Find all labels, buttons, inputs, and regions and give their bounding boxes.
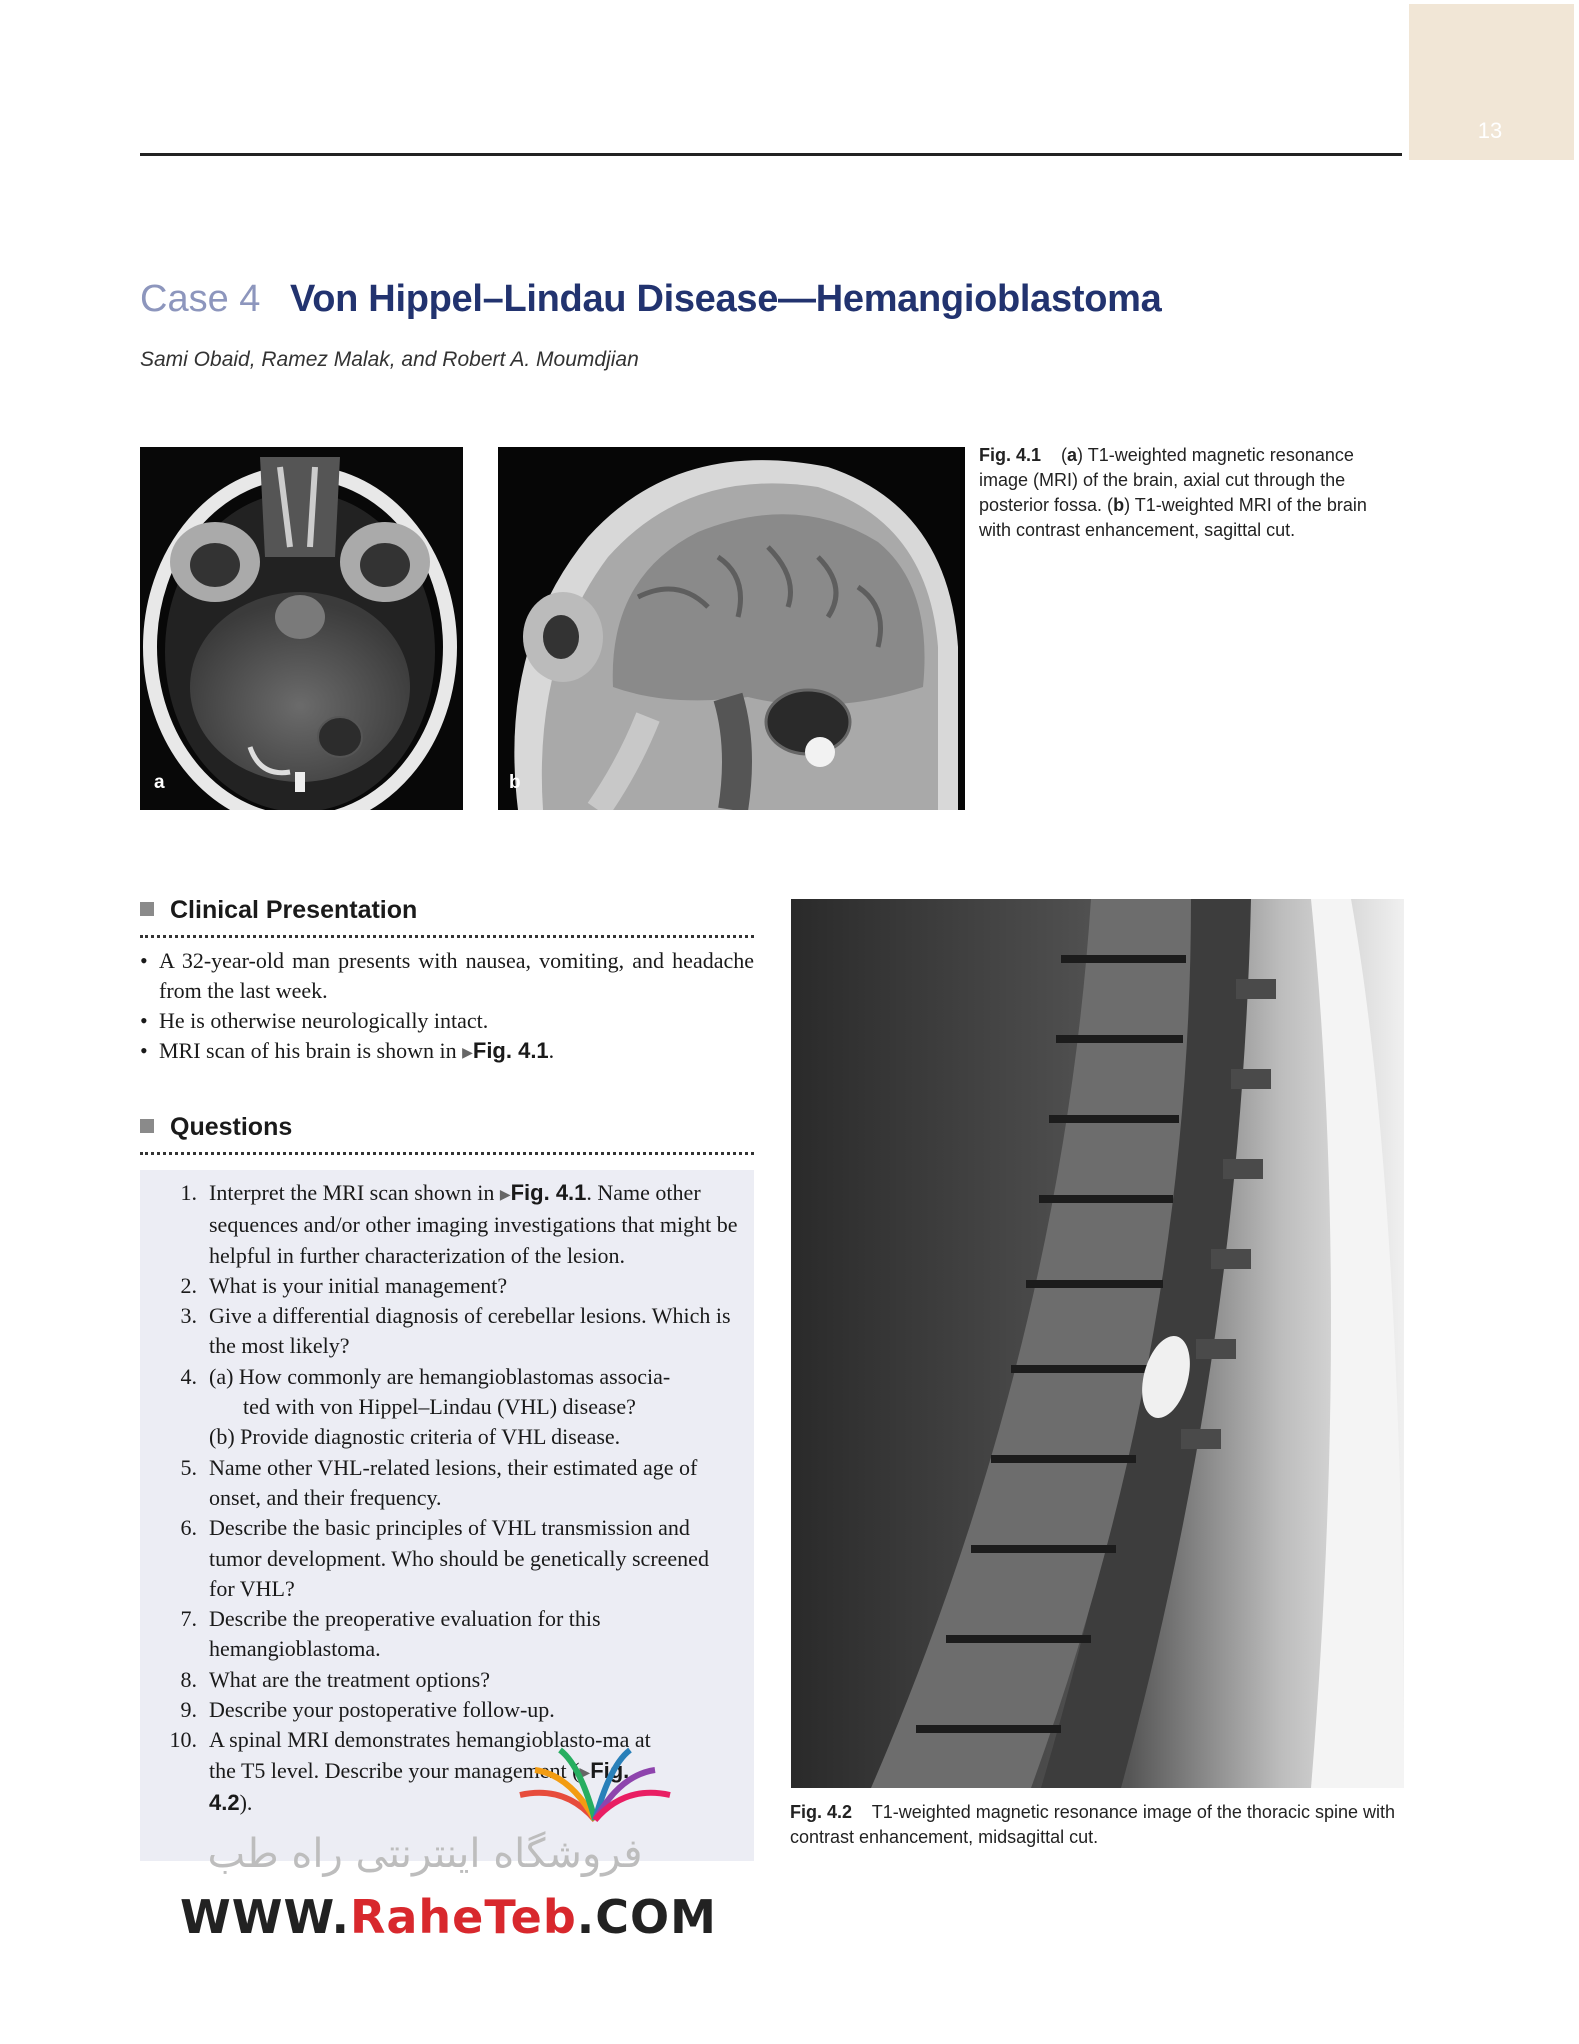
- question-item: [140, 1604, 740, 1665]
- question-item: [140, 1178, 740, 1271]
- cross-reference-arrow-icon: ▶: [499, 1187, 511, 1203]
- figure-4-1-caption: [979, 443, 1399, 543]
- question-part-a: (a) How commonly are hemangioblastomas associa-: [209, 1363, 671, 1389]
- clinical-item-1: A 32-year-old man presents with nausea, vomiting, and headache from the last week.: [159, 948, 754, 1003]
- question-number: 1.: [180, 1180, 197, 1205]
- figure-4-1-label: Fig. 4.1: [979, 445, 1042, 465]
- question-item: [140, 1453, 740, 1514]
- header-rule: [140, 153, 1402, 156]
- mri-axial-image: [140, 447, 463, 810]
- question-text: Give a differential diagnosis of cerebellar lesions. Which is the most likely?: [209, 1303, 731, 1359]
- question-number: 4.: [180, 1363, 197, 1389]
- figure-4-2-label: Fig. 4.2: [790, 1802, 853, 1822]
- case-label: Case 4: [140, 278, 261, 320]
- panel-label-a: a: [154, 772, 165, 793]
- questions-heading: [140, 1113, 754, 1155]
- question-item: [140, 1695, 740, 1725]
- clinical-list: [140, 946, 754, 1068]
- caption-paren: (: [1061, 445, 1068, 465]
- question-text: Interpret the MRI scan shown in: [209, 1180, 500, 1205]
- watermark-url: [180, 1890, 717, 1944]
- question-item: [140, 1362, 740, 1453]
- question-number: 10.: [169, 1727, 197, 1753]
- list-item: • MRI scan of his brain is shown in ▶Fig. 4.1.: [140, 1038, 555, 1063]
- watermark-url-prefix: WWW.: [180, 1890, 350, 1944]
- question-item: [140, 1665, 740, 1695]
- figure-4-2-caption-text: T1-weighted magnetic resonance image of the thoracic spine with contrast enhancement, midsagittal cut.: [790, 1802, 1395, 1847]
- question-text: Name other VHL-related lesions, their estimated age of onset, and their frequency.: [209, 1454, 698, 1510]
- clinical-item-2: He is otherwise neurologically intact.: [159, 1008, 489, 1033]
- question-number: 5.: [180, 1454, 197, 1480]
- page-number: 13: [1477, 118, 1503, 143]
- section-square-icon: [140, 902, 154, 916]
- question-number: 3.: [180, 1303, 197, 1329]
- caption-panel-b: b: [1113, 495, 1125, 515]
- list-item: • He is otherwise neurologically intact.: [140, 1008, 489, 1033]
- caption-text-b: ) T1-weighted MRI of the brain with contrast enhancement, sagittal cut.: [979, 495, 1367, 540]
- question-text: Describe the basic principles of VHL transmission and tumor development. Who should be genetically screened for VHL?: [209, 1515, 709, 1601]
- mri-thoracic-spine-image: [791, 899, 1404, 1788]
- question-text: A spinal MRI demonstrates hemangioblasto-ma at the T5 level. Describe your management (: [209, 1727, 651, 1783]
- question-text: What are the treatment options?: [209, 1666, 490, 1692]
- section-square-icon: [140, 1119, 154, 1133]
- mri-sagittal-image: [498, 447, 965, 810]
- questions-list: [140, 1178, 740, 1818]
- question-number: 7.: [180, 1606, 197, 1632]
- question-item: [140, 1271, 740, 1301]
- question-number: 6.: [180, 1515, 197, 1541]
- watermark-persian-text: فروشگاه اینترنتی راه طب: [207, 1831, 643, 1877]
- question-text-continued: . Name other sequences and/or other imaging investigations that might be helpful in further characterization of the lesion.: [209, 1180, 738, 1268]
- figure-4-2-caption: [790, 1800, 1410, 1850]
- question-text: Describe the preoperative evaluation for this hemangioblastoma.: [209, 1606, 601, 1662]
- figure-reference-link[interactable]: Fig. 4.2: [209, 1757, 630, 1815]
- clinical-item-3-end: .: [548, 1038, 555, 1063]
- list-item: • A 32-year-old man presents with nausea, vomiting, and headache from the last week.: [140, 948, 754, 1003]
- figure-reference-link[interactable]: Fig. 4.1: [472, 1038, 549, 1063]
- question-text: Describe your postoperative follow-up.: [209, 1697, 555, 1723]
- book-logo-icon: [510, 1745, 680, 1835]
- question-text-continued: ).: [239, 1789, 253, 1815]
- caption-text-a: ) T1-weighted magnetic resonance image (MRI) of the brain, axial cut through the posterior fossa. (: [979, 445, 1354, 515]
- question-text: What is your initial management?: [209, 1272, 508, 1298]
- cross-reference-arrow-icon: ▶: [579, 1764, 591, 1781]
- case-title: Von Hippel–Lindau Disease—Hemangioblastoma: [290, 278, 1162, 320]
- clinical-item-3: MRI scan of his brain is shown in: [159, 1038, 457, 1063]
- question-item: [140, 1513, 740, 1604]
- question-item: [140, 1301, 740, 1362]
- watermark-url-suffix: .COM: [576, 1890, 717, 1944]
- caption-panel-a: a: [1067, 445, 1078, 465]
- panel-label-b: b: [509, 772, 521, 793]
- question-number: 9.: [180, 1697, 197, 1723]
- cross-reference-arrow-icon: ▶: [462, 1045, 473, 1061]
- clinical-heading-text: Clinical Presentation: [170, 896, 418, 924]
- questions-heading-text: Questions: [170, 1113, 293, 1141]
- authors: Sami Obaid, Ramez Malak, and Robert A. Moumdjian: [140, 348, 639, 371]
- question-number: 8.: [180, 1666, 197, 1692]
- clinical-presentation-heading: [140, 896, 754, 938]
- question-part-b: (b) Provide diagnostic criteria of VHL disease.: [209, 1424, 621, 1450]
- question-number: 2.: [180, 1272, 197, 1298]
- question-part-a-continued: ted with von Hippel–Lindau (VHL) disease?: [243, 1394, 636, 1420]
- watermark-url-brand: RaheTeb: [349, 1890, 577, 1944]
- figure-reference-link[interactable]: Fig. 4.1: [510, 1180, 587, 1205]
